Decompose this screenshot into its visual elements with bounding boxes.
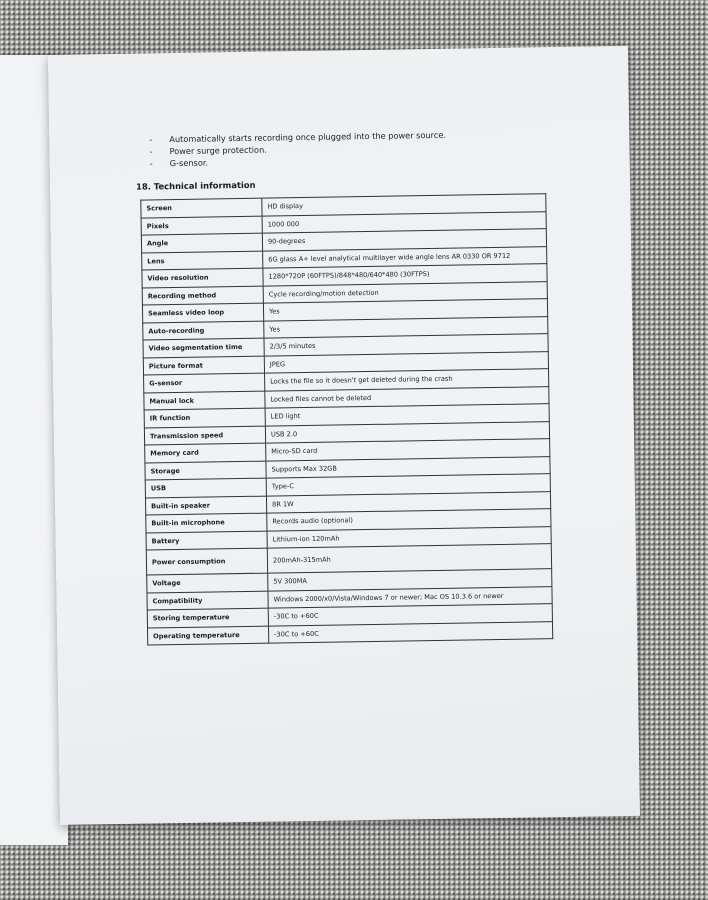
- spec-label: USB: [145, 478, 266, 497]
- spec-value: Yes: [264, 316, 548, 338]
- spec-label: Compatibility: [147, 591, 268, 610]
- spec-label: Screen: [141, 198, 262, 217]
- spec-value: 2/3/5 minutes: [264, 334, 548, 356]
- spec-label: Operating temperature: [148, 626, 269, 645]
- spec-label: Storage: [145, 461, 266, 480]
- feature-item: - Automatically starts recording once plugged into the power source.: [149, 129, 446, 146]
- spec-value: Locked files cannot be deleted: [265, 386, 549, 408]
- spec-label: Manual lock: [144, 391, 265, 410]
- spec-label: Power consumption: [146, 548, 267, 575]
- spec-label: Auto-recording: [143, 321, 264, 340]
- spec-value: Cycle recording/motion detection: [263, 281, 547, 303]
- spec-label: IR function: [144, 408, 265, 427]
- feature-item: - G-sensor.: [150, 153, 447, 170]
- spec-value: Supports Max 32GB: [266, 456, 550, 478]
- spec-value: HD display: [262, 194, 546, 216]
- spec-value: Records audio (optional): [267, 509, 551, 531]
- spec-value: Windows 2000/x0/Vista/Windows 7 or newer; Mac OS 10.3.6 or newer: [268, 586, 552, 608]
- technical-specs-table: [140, 193, 553, 645]
- spec-label: Storing temperature: [147, 608, 268, 627]
- spec-label: G-sensor: [144, 373, 265, 392]
- spec-value: Yes: [263, 299, 547, 321]
- spec-value: USB 2.0: [265, 421, 549, 443]
- spec-label: Video resolution: [142, 268, 263, 287]
- spec-value: Locks the file so it doesn't get deleted during the crash: [265, 369, 549, 391]
- spec-value: -30C to +60C: [268, 604, 552, 626]
- spec-value: Type-C: [266, 474, 550, 496]
- spec-label: Video segmentation time: [143, 338, 264, 357]
- spec-label: Built-in microphone: [146, 513, 267, 532]
- spec-value: Micro-SD card: [266, 439, 550, 461]
- spec-value: 90-degrees: [262, 229, 546, 251]
- spec-label: Seamless video loop: [142, 303, 263, 322]
- spec-label: Pixels: [141, 216, 262, 235]
- spec-label: Angle: [141, 233, 262, 252]
- feature-list: [149, 129, 446, 170]
- spec-value: 8R 1W: [266, 491, 550, 513]
- spec-label: Recording method: [142, 286, 263, 305]
- spec-value: 5V 300MA: [268, 569, 552, 591]
- spec-value: Lithium-ion 120mAh: [267, 526, 551, 548]
- spec-value: 1280*720P (60FTPS)/848*480/640*480 (30FTPS): [263, 264, 547, 286]
- feature-item: - Power surge protection.: [149, 141, 446, 158]
- manual-page: [48, 46, 640, 825]
- spec-value: -30C to +60C: [268, 621, 552, 643]
- spec-value: 6G glass A+ level analytical multilayer wide angle lens AR 0330 OR 9712: [263, 246, 547, 268]
- spec-label: Transmission speed: [144, 426, 265, 445]
- spec-label: Lens: [142, 251, 263, 270]
- spec-label: Picture format: [143, 356, 264, 375]
- spec-value: LED light: [265, 404, 549, 426]
- spec-value: JPEG: [264, 351, 548, 373]
- section-heading: 18. Technical information: [135, 179, 256, 192]
- spec-label: Battery: [146, 531, 267, 550]
- spec-value: 1000 000: [262, 211, 546, 233]
- spec-label: Built-in speaker: [145, 496, 266, 515]
- spec-label: Memory card: [145, 443, 266, 462]
- spec-value: 200mAh-315mAh: [267, 544, 551, 573]
- spec-label: Voltage: [147, 573, 268, 592]
